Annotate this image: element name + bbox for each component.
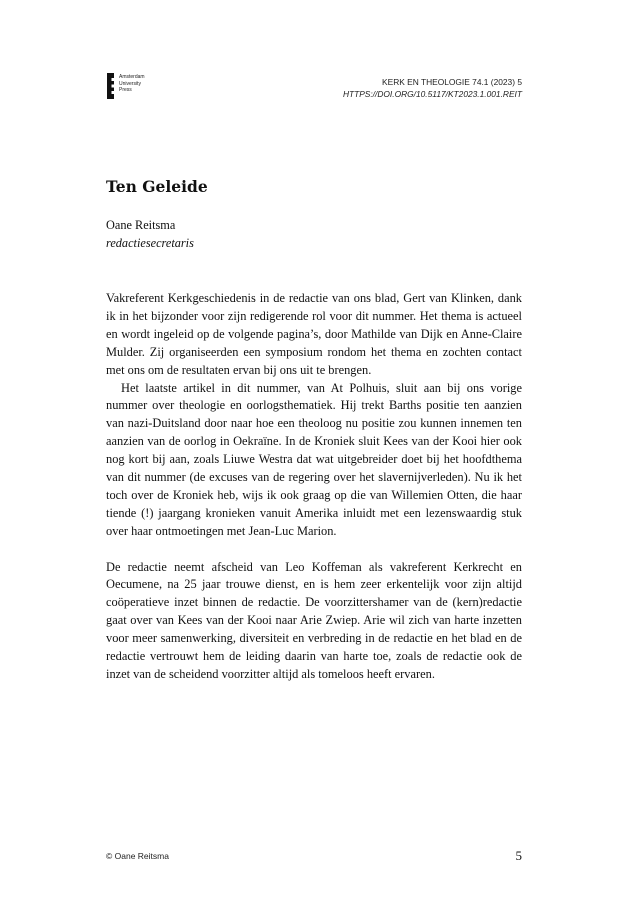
publisher-logo [107,73,167,99]
logo-wordmark [119,74,145,94]
author-block [106,217,194,252]
running-head [343,76,522,100]
copyright-notice: © Oane Reitsma [106,851,169,861]
logo-line: Press [119,87,132,93]
page-number: 5 [515,848,522,863]
article-title: Ten Geleide [106,177,208,196]
logo-line: Amsterdam [119,74,145,80]
logo-mark-icon [107,73,114,99]
journal-citation: KERK EN THEOLOGIE 74.1 (2023) 5 [382,77,522,87]
body-paragraph: Vakreferent Kerkgeschiedenis in de redactie van ons blad, Gert van Klinken, dank ik in het bijzonder voor zijn redigerende rol voor dit nummer. Het thema is actueel en wordt ingeleid op de volgende pagina’s, door Mathilde van Dijk en Anne-Claire Mulder. Zij organiseerden een symposium rondom het thema en zochten contact met ons om de resultaten ervan bij ons uit te brengen. [106,291,522,377]
author-name: Oane Reitsma [106,218,176,232]
logo-line: University [119,80,141,87]
doi-link[interactable]: HTTPS://DOI.ORG/10.5117/KT2023.1.001.REIT [342,89,522,99]
body-paragraph: Het laatste artikel in dit nummer, van At Polhuis, sluit aan bij ons vorige nummer over theologie en oorlogsthematiek. Hij trekt Barths positie ten aanzien van nazi-Duitsland door naar hoe een theoloog nu positie zou kunnen innemen ten aanzien van de oorlog in Oekraïne. In de Kroniek sluit Kees van der Kooi hier ook nog kort bij aan, zoals Liuwe Westra dat wat uitgebreider doet bij het hoofdthema van dit nummer (de excuses van de regering over het slavernijverleden). Nu ik het toch over de Kroniek heb, wijs ik ook graag op die van Willemien Otten, die haar tiende (!) jaargang kronieken vanuit Amerika inluidt met een lezenswaardig stuk over haar ontmoetingen met Jean-Luc Marion. [106,380,522,538]
body-paragraph: De redactie neemt afscheid van Leo Koffeman als vakreferent Kerkrecht en Oecumene, na 25 jaar trouwe dienst, en is hem zeer erkentelijk voor zijn altijd coöperatieve inzet binnen de redactie. De voorzittershamer van de (kern)redactie gaat over van Kees van der Kooi naar Arie Zwiep. Arie wil zich van harte inzetten voor meer samenwerking, diversiteit en verbreding in de redactie en het blad en de redactie vertrouwt hem de leiding daarin van harte toe, zoals de redactie ook de inzet van de scheidend voorzitter altijd als tomeloos heeft ervaren. [106,559,522,682]
author-role: redactiesecretaris [106,235,194,250]
article-body [106,290,522,684]
